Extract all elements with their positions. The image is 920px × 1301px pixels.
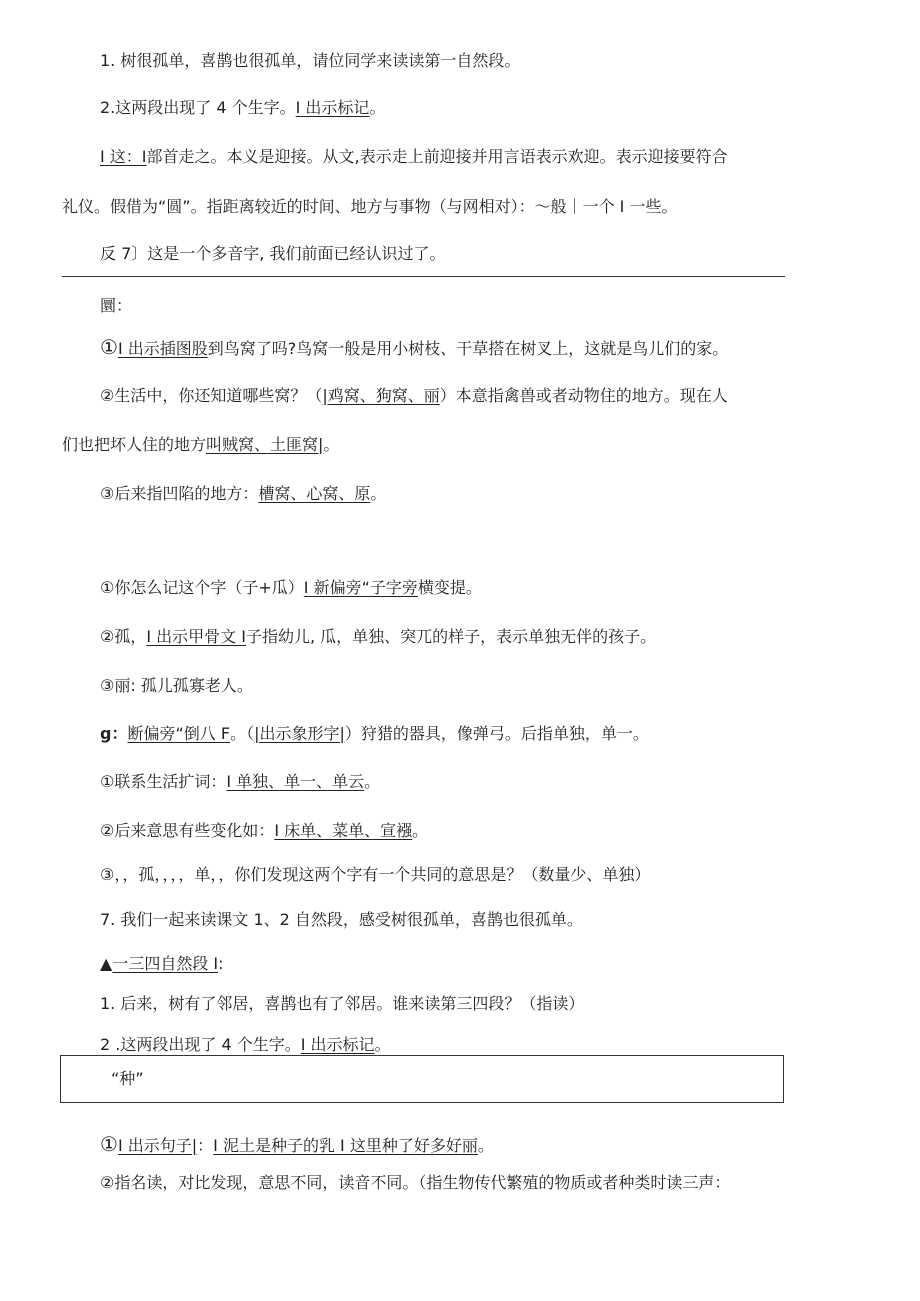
para-16-text: ③，，孤，，，，单，，你们发现这两个字有一个共同的意思是？（数量少、单独） — [100, 865, 651, 884]
para-14-end: 。 — [364, 772, 381, 791]
para-13 — [100, 723, 649, 745]
dan-words-2: I 床单、菜单、宣襁 — [274, 821, 413, 840]
para-10-end: 横变提。 — [417, 578, 482, 597]
para-19 — [100, 993, 584, 1015]
radical-daoba-note: 断偏旁“倒八 F — [127, 724, 231, 743]
bandit-nest-examples: 叫贼窝、土匪窝| — [206, 435, 324, 454]
para-7 — [100, 385, 728, 407]
nest-examples: |鸡窝、狗窝、丽 — [322, 386, 440, 405]
para-14 — [100, 771, 380, 793]
char-zhe-label: I 这：I — [100, 147, 147, 166]
char-zhong-label: “种” — [111, 1069, 144, 1088]
para-22 — [100, 1172, 730, 1194]
para-4-text: 礼仪。假借为“圆”。指距离较近的时间、地方与事物（与网相对）：～般｜一个 I 一些。 — [62, 197, 678, 216]
para-17-text: 7. 我们一起来读课文 1、2 自然段，感受树很孤单，喜鹊也很孤单。 — [100, 910, 583, 929]
para-5-text: 反 7〕这是一个多音字, 我们前面已经认识过了。 — [100, 244, 446, 263]
section-heading: 一三四自然段 I — [112, 954, 219, 973]
pictograph-note: |出示象形字| — [254, 724, 345, 743]
para-3 — [100, 146, 728, 168]
para-12 — [100, 675, 253, 697]
para-13-text-2: ）狩猎的器具，像弹弓。后指单独，单一。 — [344, 724, 649, 743]
radical-note: I 新偏旁“子字旁 — [303, 578, 418, 597]
char-dan-label: g： — [100, 724, 128, 743]
char-wo-title — [100, 295, 132, 317]
para-15-end: 。 — [412, 821, 429, 840]
char-zhong-box — [60, 1055, 784, 1103]
para-12-text: ③丽: 孤儿孤寡老人。 — [100, 676, 253, 695]
para-15 — [100, 820, 428, 842]
para-20 — [100, 1034, 391, 1056]
para-8 — [62, 434, 339, 456]
circled-1: ① — [100, 335, 118, 359]
para-4 — [62, 196, 677, 218]
show-sentence-note: I 出示句子| — [117, 1136, 198, 1155]
para-15-text: ②后来意思有些变化如： — [100, 821, 275, 840]
para-11 — [100, 626, 656, 648]
hollow-examples: 槽窝、心窝、原 — [258, 484, 371, 503]
para-5 — [100, 243, 445, 265]
show-mark-note-2: I 出示标记 — [300, 1035, 375, 1054]
char-wo-label: 圜： — [100, 296, 133, 315]
para-3-text: 部首走之。本义是迎接。从文,表示走上前迎接并用言语表示欢迎。表示迎接要符合 — [146, 147, 728, 166]
para-8-end: 。 — [323, 435, 340, 454]
para-2 — [100, 97, 385, 119]
para-9 — [100, 483, 386, 505]
para-14-text: ①联系生活扩词： — [100, 772, 227, 791]
para-8-text: 们也把坏人住的地方 — [62, 435, 207, 454]
para-11-text: ②孤， — [100, 627, 147, 646]
para-19-text: 1. 后来，树有了邻居，喜鹊也有了邻居。谁来读第三四段？（指读） — [100, 994, 585, 1013]
para-7-text-2: ）本意指禽兽或者动物住的地方。现在人 — [439, 386, 728, 405]
dan-words-1: I 单独、单一、单云 — [226, 772, 365, 791]
para-21 — [100, 1133, 494, 1157]
circled-1-b: ① — [100, 1132, 118, 1156]
show-illustration-note: I 出示插图股 — [117, 339, 208, 358]
para-17 — [100, 909, 583, 931]
example-sentences: I 泥土是种子的乳 I 这里种了好多好丽 — [213, 1136, 478, 1155]
para-1-text: 1. 树很孤单，喜鹊也很孤单，请位同学来读读第一自然段。 — [100, 51, 521, 70]
para-16 — [100, 864, 650, 886]
para-6 — [100, 336, 728, 360]
oracle-bone-note: I 出示甲骨文 I — [146, 627, 246, 646]
show-mark-note: I 出示标记 — [295, 98, 370, 117]
para-10-text: ①你怎么记这个字（子+瓜） — [100, 578, 304, 597]
para-9-end: 。 — [370, 484, 387, 503]
para-20-end: 。 — [374, 1035, 391, 1054]
para-1 — [100, 50, 520, 72]
triangle-icon: ▲ — [100, 954, 113, 973]
para-18 — [100, 953, 224, 975]
section-heading-colon: : — [218, 954, 224, 973]
para-6-text: 到鸟窝了吗?鸟窝一般是用小树枝、干草搭在树叉上，这就是鸟儿们的家。 — [207, 339, 729, 358]
divider — [62, 276, 785, 277]
para-2-text: 2.这两段出现了 4 个生字。 — [100, 98, 296, 117]
para-20-text: 2 .这两段出现了 4 个生字。 — [100, 1035, 301, 1054]
para-10 — [100, 577, 482, 599]
para-11-text-2: 子指幼儿, 瓜，单独、突兀的样子，表示单独无伴的孩子。 — [245, 627, 657, 646]
para-13-text: 。（ — [230, 724, 255, 743]
para-22-text: ②指名读，对比发现，意思不同，读音不同。（指生物传代繁殖的物质或者种类时读三声： — [100, 1173, 731, 1192]
para-21-end: 。 — [477, 1136, 494, 1155]
para-21-colon: ： — [197, 1136, 214, 1155]
para-7-text: ②生活中，你还知道哪些窝？（ — [100, 386, 323, 405]
para-2-end: 。 — [369, 98, 386, 117]
para-9-text: ③后来指凹陷的地方： — [100, 484, 259, 503]
